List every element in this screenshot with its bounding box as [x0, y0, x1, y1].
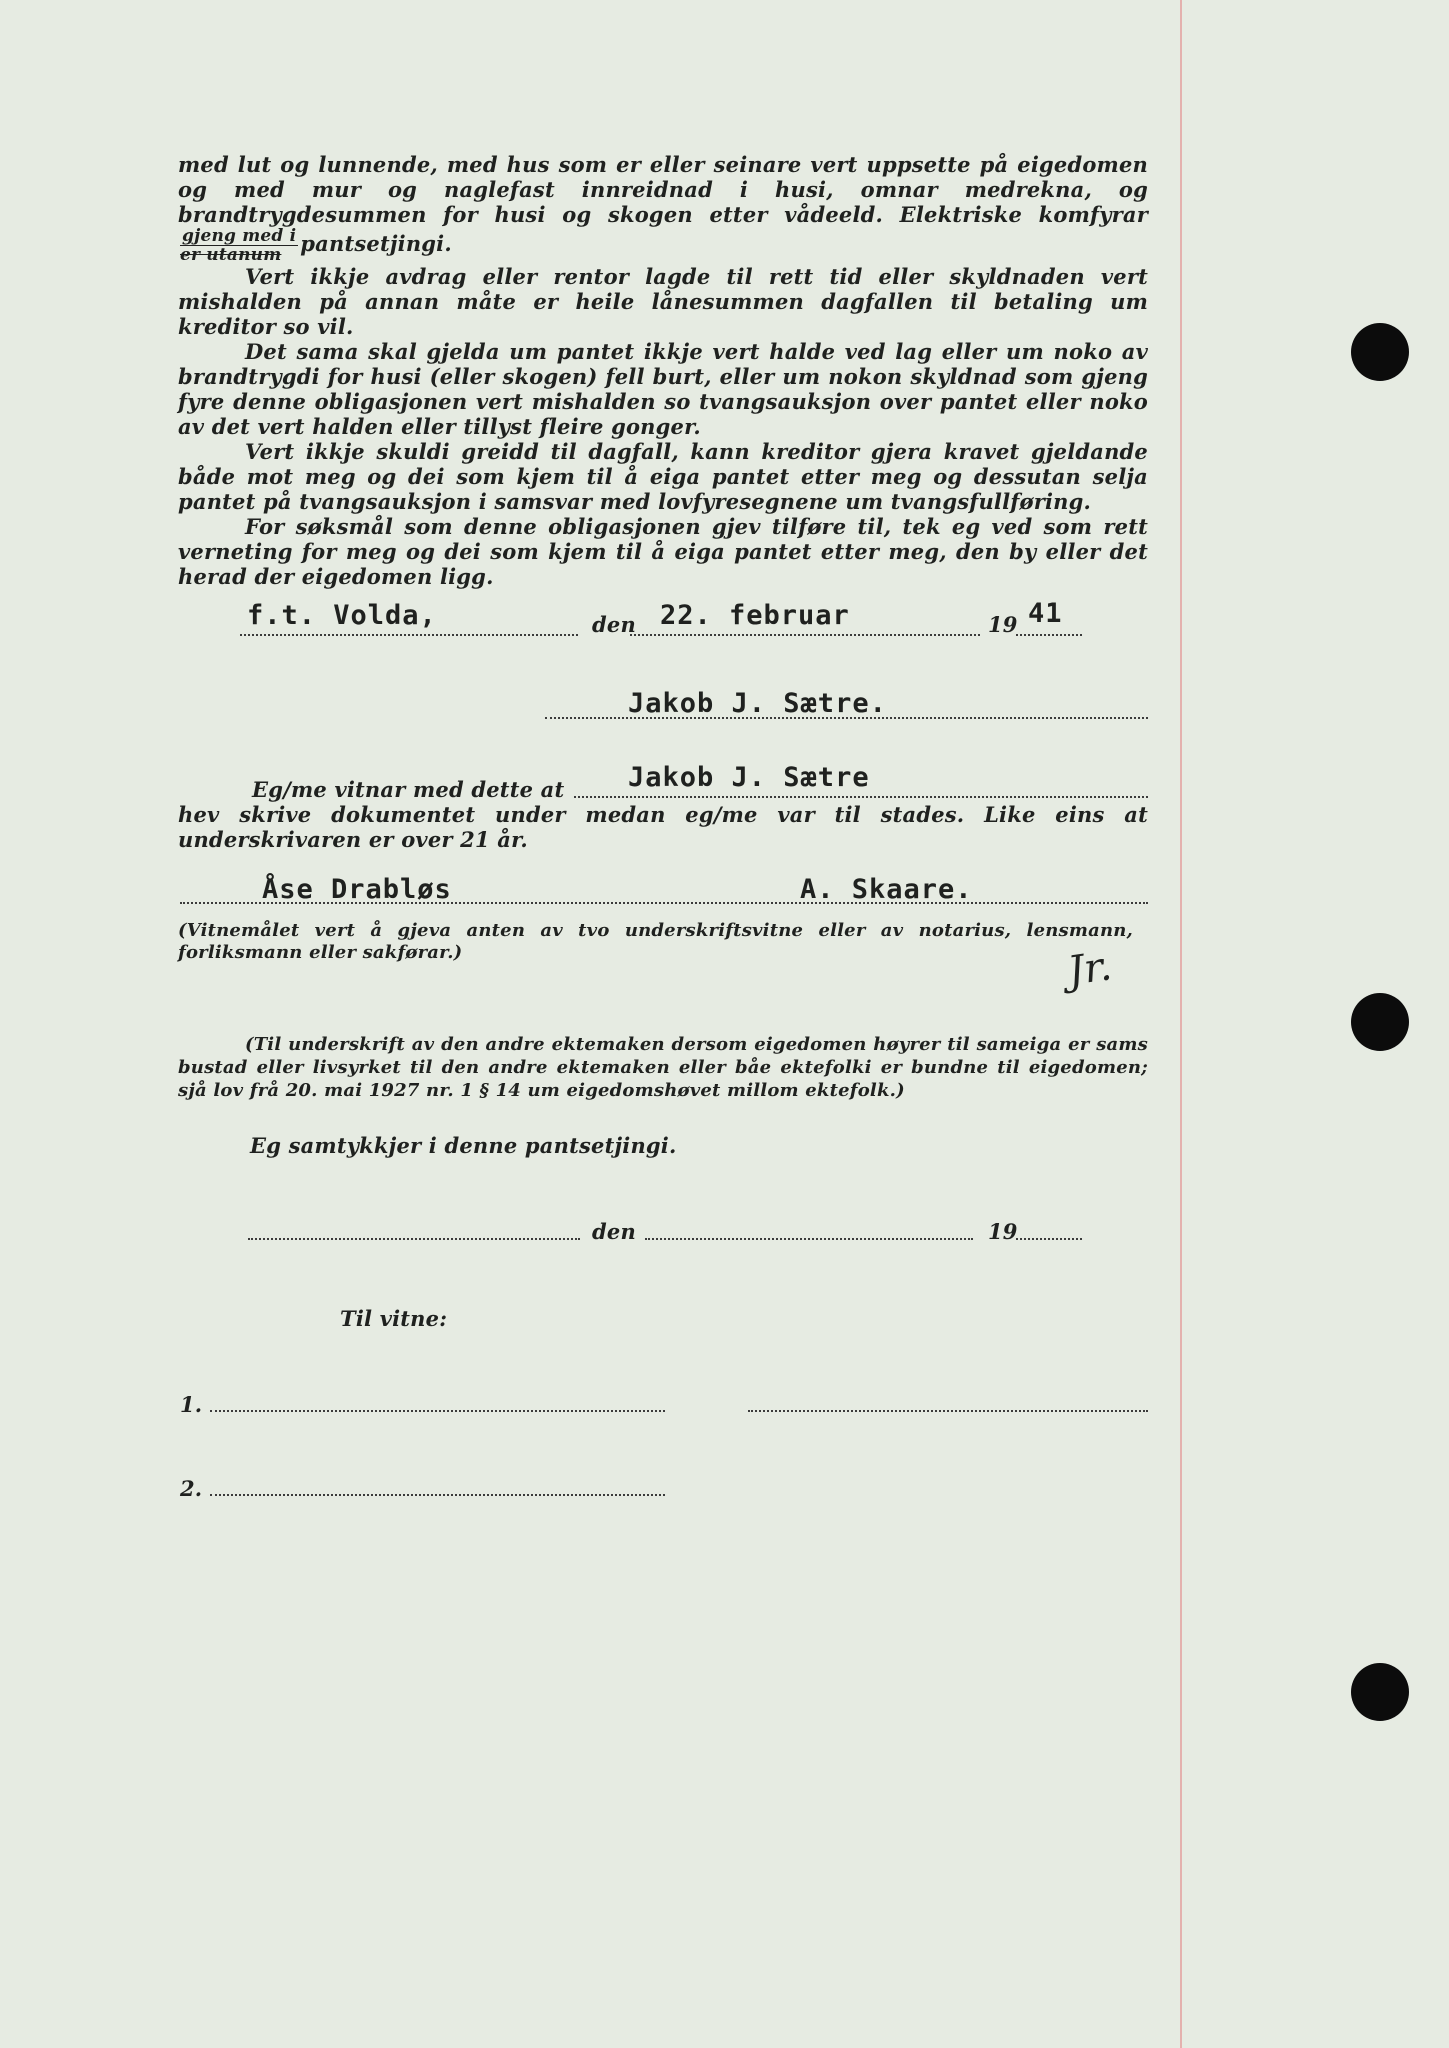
witness-intro: Eg/me vitnar med dette at	[252, 777, 565, 802]
place-dotted-line	[240, 634, 578, 636]
paragraph-1: med lut og lunnende, med hus som er eller seinare vert uppsette på eigedomen og med mur og naglefast innreidnad i husi, omnar medrekna, og brandtrygdesummen for husi og skogen etter vådeeld. Elektriske komfyrar $\frac{\text{gjeng med i}}{\text{er utanum}}$ pantsetjingi.	[178, 152, 1148, 265]
handwritten-initials: Jr.	[1065, 943, 1115, 995]
spouse-note: (Til underskrift av den andre ektemaken dersom eigedomen høyrer til sameiga er sams bustad eller livsyrket til den andre ektemaken eller båe ektefolki er bundne til eigedomen; sjå lov frå 20. mai 1927 nr. 1 § 14 um eigedomshøvet millom ektefolk.)	[178, 1034, 1148, 1101]
den-label: den	[592, 612, 636, 637]
punch-hole-bottom	[1351, 1663, 1409, 1721]
witness-heading: Til vitne:	[340, 1306, 448, 1331]
signature-1-dotted-line	[545, 717, 1148, 719]
paragraph-3: Det sama skal gjelda um pantet ikkje vert halde ved lag eller um noko av brandtrygdi for husi (eller skogen) fell burt, eller um nokon skyldnad som gjeng fyre denne obligasjonen vert mishalden so tvangsauksjon over pantet eller noko av det vert halden eller tillyst fleire gonger.	[178, 339, 1148, 439]
witness-b-signature: A. Skaare.	[800, 874, 973, 905]
year-prefix: 19	[988, 612, 1018, 637]
spouse-den-label: den	[592, 1219, 636, 1244]
witnesses-dotted-line	[180, 902, 1148, 904]
witness-note: (Vitnemålet vert å gjeva anten av tvo underskriftsvitne eller av notarius, lensmann, forliksmann eller sakførar.)	[178, 920, 1133, 963]
signature-2: Jakob J. Sætre	[628, 762, 870, 793]
punch-hole-top	[1351, 323, 1409, 381]
punch-hole-middle	[1351, 993, 1409, 1051]
spouse-place-dotted-line	[248, 1238, 580, 1240]
paragraph-4: Vert ikkje skuldi greidd til dagfall, kann kreditor gjera kravet gjeldande både mot meg og dei som kjem til å eiga pantet etter meg og dessutan selja pantet på tvangsauksjon i samsvar med lovfyresegnene um tvangsfullføring.	[178, 439, 1148, 514]
witness-a-signature: Åse Drabløs	[262, 874, 452, 905]
signature-2-dotted-line	[574, 796, 1148, 798]
witness-1-dotted-line-right	[748, 1410, 1148, 1412]
place-text: f.t. Volda,	[247, 600, 437, 631]
spouse-year-prefix: 19	[988, 1219, 1018, 1244]
witness-1-dotted-line-left	[210, 1410, 665, 1412]
date-dotted-line	[630, 634, 980, 636]
witness-number-2: 2.	[180, 1476, 203, 1501]
body-text	[178, 152, 1148, 589]
date-text: 22. februar	[660, 600, 850, 631]
year-dotted-line	[1016, 634, 1082, 636]
witness-2-dotted-line	[210, 1494, 665, 1496]
witness-statement: hev skrive dokumentet under medan eg/me var til stades. Like eins at underskrivaren er over 21 år.	[178, 802, 1148, 852]
year-suffix: 41	[1028, 598, 1063, 629]
paragraph-5: For søksmål som denne obligasjonen gjev tilføre til, tek eg ved som rett verneting for meg og dei som kjem til å eiga pantet etter meg, den by eller det herad der eigedomen ligg.	[178, 514, 1148, 589]
spouse-consent: Eg samtykkjer i denne pantsetjingi.	[250, 1133, 677, 1158]
witness-number-1: 1.	[180, 1392, 203, 1417]
signature-1: Jakob J. Sætre.	[628, 688, 887, 719]
paragraph-2: Vert ikkje avdrag eller rentor lagde til rett tid eller skyldnaden vert mishalden på annan måte er heile lånesummen dagfallen til betaling um kreditor so vil.	[178, 264, 1148, 339]
spouse-date-dotted-line	[645, 1238, 973, 1240]
fraction-choice: $\frac{\text{gjeng med i}}{\text{er utanum}}$	[180, 226, 297, 265]
spouse-year-dotted-line	[1016, 1238, 1082, 1240]
red-margin-line	[1180, 0, 1182, 2048]
